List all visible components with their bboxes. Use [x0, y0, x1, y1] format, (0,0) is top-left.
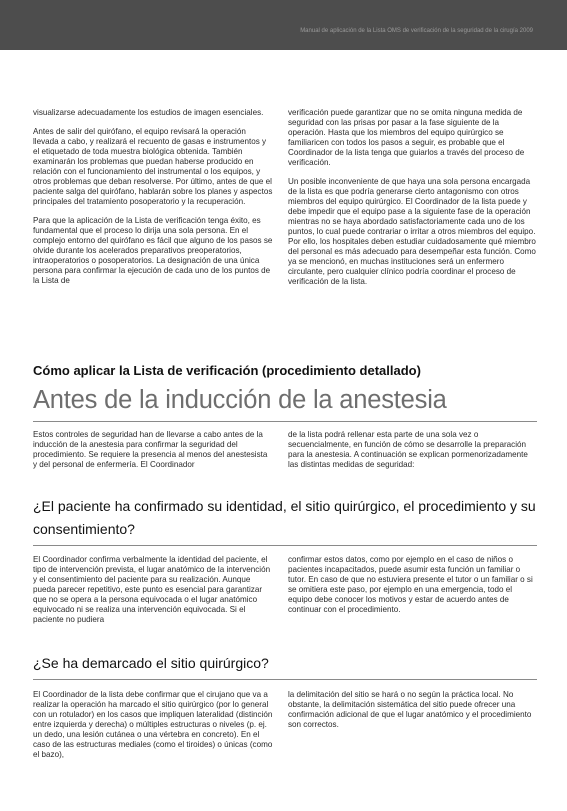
question-heading-site-marked: ¿Se ha demarcado el sitio quirúrgico? [33, 655, 269, 671]
intro-left-column [33, 108, 273, 295]
paragraph: El Coordinador de la lista debe confirmar que el cirujano que va a realizar la operación ha marcado el sitio quirúrgico (por lo general con un rotulador) en los casos que impliquen lateralidad (distinción entre izquierda y derecha) o múltiples estructuras o niveles (p. ej. un dedo, una lesión cutánea o una vértebra en concreto). En el caso de las estructuras mediales (como el tiroides) o únicas (como el bazo), [33, 690, 273, 759]
procedure-heading: Cómo aplicar la Lista de verificación (procedimiento detallado) [33, 363, 421, 378]
section-divider [33, 421, 537, 422]
header-bar [0, 0, 567, 50]
paragraph: confirmar estos datos, como por ejemplo en el caso de niños o pacientes incapacitados, puede asumir esta función un familiar o tutor. En caso de que no estuviera presente el tutor o un familiar o si se omitiera este paso, por ejemplo en una emergencia, todo el equipo debe conocer los motivos y estar de acuerdo antes de continuar con el procedimiento. [288, 555, 533, 614]
section-intro-right [288, 430, 538, 479]
question-divider [33, 679, 537, 680]
running-title: Manual de aplicación de la Lista OMS de verificación de la seguridad de la cirugía 2009 [300, 28, 533, 34]
paragraph: visualizarse adecuadamente los estudios de imagen esenciales. [33, 108, 264, 117]
q1-right-column [288, 555, 538, 624]
q2-right-column [288, 690, 538, 739]
paragraph: Un posible inconveniente de que haya una sola persona encargada de la lista es que podría generarse cierto antagonismo con otros miembros del equipo quirúrgico. El Coordinador de la lista puede y debe impedir que el equipo pase a la siguiente fase de la operación mientras no se haya abordado satisfactoriamente cada uno de los puntos, lo cual puede contrariar o irritar a otros miembros del equipo. Por ello, los hospitales deben estudiar cuidadosamente qué miembro del personal es más adecuado para desempeñar esta función. Como ya se mencionó, en muchas instituciones será un enfermero circulante, pero cualquier clínico podría coordinar el proceso de verificación de la lista. [288, 177, 536, 286]
section-title: Antes de la inducción de la anestesia [33, 386, 447, 414]
q1-left-column [33, 555, 273, 634]
paragraph: la delimitación del sitio se hará o no según la práctica local. No obstante, la delimitación sistemática del sitio puede ofrecer una confirmación adicional de que el lugar anatómico y el procedimiento son correctos. [288, 690, 532, 729]
q2-left-column [33, 690, 273, 769]
paragraph: Para que la aplicación de la Lista de verificación tenga éxito, es fundamental que el proceso lo dirija una sola persona. En el complejo entorno del quirófano es fácil que alguno de los pasos se olvide durante los acelerados preparativos preoperatorios, intraoperatorios o posoperatorios. La designación de una única persona para confirmar la ejecución de cada uno de los puntos de la Lista de [33, 216, 273, 285]
paragraph: Estos controles de seguridad han de llevarse a cabo antes de la inducción de la anestesia para confirmar la seguridad del procedimiento. Se requiere la presencia al menos del anestesista y del personal de enfermería. El Coordinador [33, 430, 268, 469]
paragraph: de la lista podrá rellenar esta parte de una sola vez o secuencialmente, en función de cómo se desarrolle la preparación para la anestesia. A continuación se explican pormenorizadamente las distintas medidas de seguridad: [288, 430, 528, 469]
paragraph: verificación puede garantizar que no se omita ninguna medida de seguridad con las prisas por pasar a la fase siguiente de la operación. Hasta que los miembros del equipo quirúrgico se familiaricen con todos los pasos a seguir, es probable que el Coordinador de la lista tenga que guiarlos a través del proceso de verificación. [288, 108, 525, 167]
paragraph: Antes de salir del quirófano, el equipo revisará la operación llevada a cabo, y realizará el recuento de gasas e instrumentos y el etiquetado de toda muestra biológica obtenida. También examinarán los problemas que puedan haberse producido en relación con el funcionamiento del instrumental o los equipos, y otros problemas que deban resolverse. Por último, antes de que el paciente salga del quirófano, hablarán sobre los planes y aspectos principales del tratamiento posoperatorio y la recuperación. [33, 127, 273, 206]
section-intro-left [33, 430, 273, 479]
intro-right-column [288, 108, 538, 296]
question-divider [33, 545, 537, 546]
paragraph: El Coordinador confirma verbalmente la identidad del paciente, el tipo de intervención prevista, el lugar anatómico de la intervención y el consentimiento del paciente para su realización. Aunque pueda parecer repetitivo, este punto es esencial para garantizar que no se opera a la persona equivocada o el lugar anatómico equivocado ni se realiza una intervención equivocada. Si el paciente no pudiera [33, 555, 271, 624]
question-heading-identity: ¿El paciente ha confirmado su identidad, el sitio quirúrgico, el procedimiento y su consentimiento? [33, 498, 536, 537]
